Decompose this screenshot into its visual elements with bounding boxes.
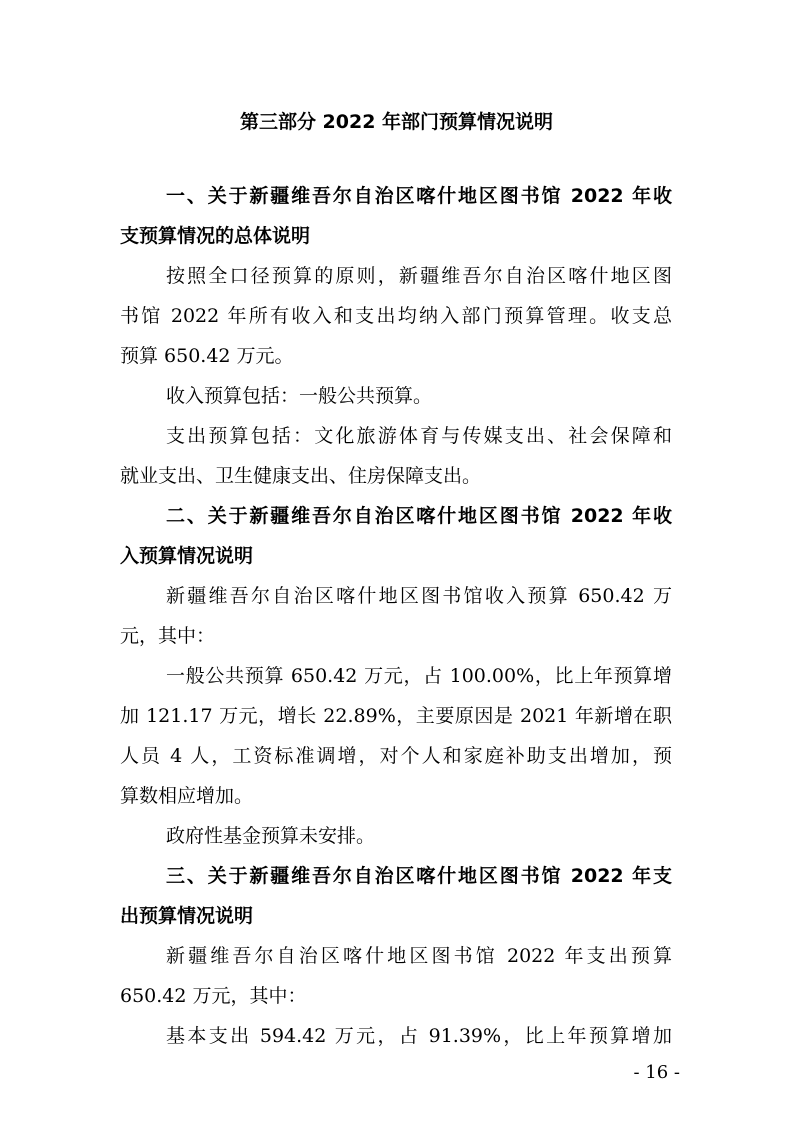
paragraph-line: 一般公共预算 650.42 万元，占 100.00%，比上年预算增 [166, 665, 672, 687]
paragraph-line: 算数相应增加。 [120, 785, 254, 807]
section-heading-2-line-2: 入预算情况说明 [120, 545, 254, 567]
section-heading-2-line-1: 二、关于新疆维吾尔自治区喀什地区图书馆 2022 年收 [166, 505, 672, 527]
paragraph-line: 基本支出 594.42 万元，占 91.39%，比上年预算增加 [166, 1025, 672, 1047]
page-title: 第三部分 2022 年部门预算情况说明 [239, 111, 554, 133]
section-heading-3-line-1: 三、关于新疆维吾尔自治区喀什地区图书馆 2022 年支 [166, 865, 672, 887]
paragraph-line: 预算 650.42 万元。 [120, 345, 294, 367]
paragraph-line: 加 121.17 万元，增长 22.89%，主要原因是 2021 年新增在职 [120, 705, 672, 727]
paragraph-line: 人员 4 人，工资标准调增，对个人和家庭补助支出增加，预 [120, 745, 672, 767]
section-heading-3-line-2: 出预算情况说明 [120, 905, 254, 927]
paragraph-line: 650.42 万元，其中： [120, 985, 307, 1007]
section-heading-1-line-2: 支预算情况的总体说明 [120, 225, 311, 247]
paragraph-line: 新疆维吾尔自治区喀什地区图书馆 2022 年支出预算 [166, 945, 672, 967]
paragraph-line: 收入预算包括：一般公共预算。 [166, 385, 433, 407]
paragraph-line: 政府性基金预算未安排。 [166, 825, 376, 847]
page-number: - 16 - [633, 1062, 680, 1083]
paragraph-line: 按照全口径预算的原则，新疆维吾尔自治区喀什地区图 [166, 265, 672, 287]
paragraph-line: 就业支出、卫生健康支出、住房保障支出。 [120, 465, 482, 487]
paragraph-line: 新疆维吾尔自治区喀什地区图书馆收入预算 650.42 万 [166, 585, 672, 607]
paragraph-line: 支出预算包括：文化旅游体育与传媒支出、社会保障和 [166, 425, 672, 447]
paragraph-line: 书馆 2022 年所有收入和支出均纳入部门预算管理。收支总 [120, 305, 672, 327]
section-heading-1-line-1: 一、关于新疆维吾尔自治区喀什地区图书馆 2022 年收 [166, 185, 672, 207]
paragraph-line: 元，其中： [120, 625, 216, 647]
